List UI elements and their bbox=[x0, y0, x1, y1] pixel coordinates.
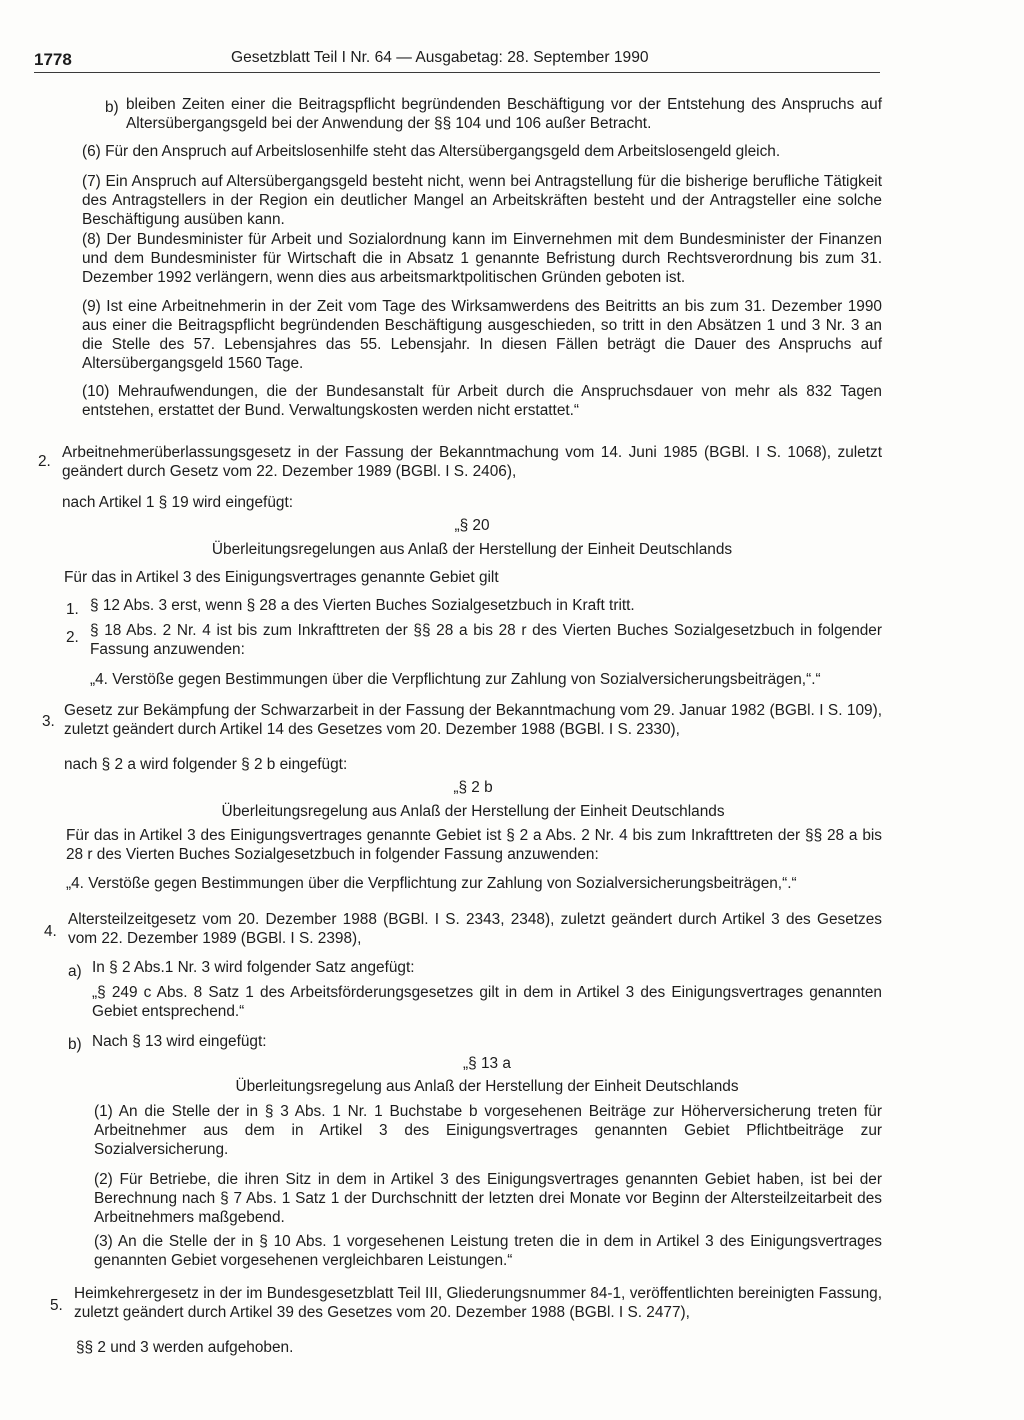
item-4-subsection-1: (1) An die Stelle der in § 3 Abs. 1 Nr. 1 Buchstabe b vorgesehenen Beiträge zur Höherversicherung treten für Arbeitnehmer aus dem in Artikel 3 des Einigungsvertrages genannten Gebiet Pflichtbeiträge zur Sozialversicherung. bbox=[94, 1103, 882, 1158]
item-4-a-text: In § 2 Abs.1 Nr. 3 wird folgender Satz angefügt: bbox=[92, 959, 415, 976]
item-4-subsection-3: (3) An die Stelle der in § 10 Abs. 1 vorgesehenen Leistung treten die in dem in Artikel 3 des Einigungsvertrages genannten Gebiet vorgesehenen vergleichbaren Leistungen.“ bbox=[94, 1233, 882, 1269]
paragraph-7: (7) Ein Anspruch auf Altersübergangsgeld besteht nicht, wenn bei Antragstellung für die bisherige berufliche Tätigkeit des Antragstellers in der Region ein deutlicher Mangel an Arbeitskräften besteht und der Antragsteller eine solche Beschäftigung ausüben kann. bbox=[82, 173, 882, 228]
item-3-intro: Gesetz zur Bekämpfung der Schwarzarbeit in der Fassung der Bekanntmachung vom 29. Januar 1982 (BGBl. I S. 109), zuletzt geändert durch Artikel 14 des Gesetzes vom 20. Dezember 1988 (BGBl. I S. 2330), bbox=[64, 702, 882, 738]
page-header bbox=[34, 46, 880, 73]
item-2-entry-1: § 12 Abs. 3 erst, wenn § 28 a des Vierten Buches Sozialgesetzbuch in Kraft tritt. bbox=[90, 597, 635, 614]
item-2-lead: Für das in Artikel 3 des Einigungsvertrages genannte Gebiet gilt bbox=[64, 569, 499, 586]
item-number-3: 3. bbox=[42, 713, 55, 730]
paragraph-8: (8) Der Bundesminister für Arbeit und Sozialordnung kann im Einvernehmen mit dem Bundesminister der Finanzen und dem Bundesminister für Wirtschaft die in Absatz 1 genannte Befristung durch Rechtsverordnung bis zum 31. Dezember 1992 verlängern, wenn dies aus arbeitsmarktpolitischen Gründen geboten ist. bbox=[82, 231, 882, 286]
item-4-a-quote: „§ 249 c Abs. 8 Satz 1 des Arbeitsförderungsgesetzes gilt in dem in Artikel 3 des Einigungsvertrages genannten Gebiet entsprechend.“ bbox=[92, 984, 882, 1020]
paragraph-9: (9) Ist eine Arbeitnehmerin in der Zeit vom Tage des Wirksamwerdens des Beitritts an bis zum 31. Dezember 1990 aus einer die Beitragspflicht begründenden Beschäftigung ausgeschieden, so tritt in den Absätzen 1 und 3 Nr. 3 an die Stelle des 57. Lebensjahres das 55. Lebensjahr. In diesen Fällen beträgt die Dauer des Anspruchs auf Altersübergangsgeld 1560 Tage. bbox=[82, 298, 882, 372]
item-2-section-title: Überleitungsregelungen aus Anlaß der Herstellung der Einheit Deutschlands bbox=[211, 541, 733, 558]
item-4-intro: Altersteilzeitgesetz vom 20. Dezember 1988 (BGBl. I S. 2343, 2348), zuletzt geändert durch Artikel 3 des Gesetzes vom 22. Dezember 1989 (BGBl. I S. 2398), bbox=[68, 911, 882, 947]
item-2-entry-2: § 18 Abs. 2 Nr. 4 ist bis zum Inkrafttreten der §§ 28 a bis 28 r des Vierten Buches Sozialgesetzbuch in folgender Fassung anzuwenden: bbox=[90, 622, 882, 658]
item-4-section-title: Überleitungsregelung aus Anlaß der Herstellung der Einheit Deutschlands bbox=[235, 1078, 739, 1095]
item-2-entry-2-number: 2. bbox=[66, 629, 79, 646]
item-3-quote: „4. Verstöße gegen Bestimmungen über die Verpflichtung zur Zahlung von Sozialversicherungsbeiträgen,“.“ bbox=[66, 875, 797, 892]
item-4-b-marker: b) bbox=[68, 1036, 82, 1053]
paragraph-10: (10) Mehraufwendungen, die der Bundesanstalt für Arbeit durch die Anspruchsdauer von mehr als 832 Tagen entstehen, erstattet der Bund. Verwaltungskosten werden nicht erstattet.“ bbox=[82, 383, 882, 419]
item-3-section-title: Überleitungsregelung aus Anlaß der Herstellung der Einheit Deutschlands bbox=[221, 803, 725, 820]
page-number: 1778 bbox=[34, 50, 72, 69]
item-3-body: Für das in Artikel 3 des Einigungsvertrages genannte Gebiet ist § 2 a Abs. 2 Nr. 4 bis zum Inkrafttreten der §§ 28 a bis 28 r des Vierten Buches Sozialgesetzbuch in folgender Fassung anzuwenden: bbox=[66, 827, 882, 863]
item-number-2: 2. bbox=[38, 453, 51, 470]
running-head: Gesetzblatt Teil I Nr. 64 — Ausgabetag: 28. September 1990 bbox=[231, 49, 649, 66]
item-3-section-heading: „§ 2 b bbox=[453, 779, 493, 796]
item-2-entry-1-number: 1. bbox=[66, 601, 79, 618]
item-4-a-marker: a) bbox=[68, 963, 82, 980]
item-4-section-heading: „§ 13 a bbox=[463, 1055, 511, 1072]
item-2-quote: „4. Verstöße gegen Bestimmungen über die Verpflichtung zur Zahlung von Sozialversicherungsbeiträgen,“.“ bbox=[90, 671, 821, 688]
item-5-intro: Heimkehrergesetz in der im Bundesgesetzblatt Teil III, Gliederungsnummer 84-1, veröffentlichten bereinigten Fassung, zuletzt geändert durch Artikel 39 des Gesetzes vom 20. Dezember 1988 (BGBl. I S. 2477), bbox=[74, 1285, 882, 1321]
continuation-b-text: bleiben Zeiten einer die Beitragspflicht begründenden Beschäftigung vor der Entstehung des Anspruchs auf Altersübergangsgeld bei der Anwendung der §§ 104 und 106 außer Betracht. bbox=[126, 96, 882, 132]
item-2-intro: Arbeitnehmerüberlassungsgesetz in der Fassung der Bekanntmachung vom 14. Juni 1985 (BGBl. I S. 1068), zuletzt geändert durch Gesetz vom 22. Dezember 1989 (BGBl. I S. 2406), bbox=[62, 444, 882, 480]
item-number-5: 5. bbox=[50, 1297, 63, 1314]
item-4-subsection-2: (2) Für Betriebe, die ihren Sitz in dem in Artikel 3 des Einigungsvertrages genannten Gebiet haben, ist bei der Berechnung nach § 7 Abs. 1 Satz 1 der Durchschnitt der letzten drei Monate vor Beginn der Altersteilzeitarbeit des Arbeitnehmers maßgebend. bbox=[94, 1171, 882, 1226]
paragraph-6: (6) Für den Anspruch auf Arbeitslosenhilfe steht das Altersübergangsgeld dem Arbeitslosengeld gleich. bbox=[82, 143, 781, 160]
item-number-4: 4. bbox=[44, 923, 57, 940]
item-4-b-text: Nach § 13 wird eingefügt: bbox=[92, 1033, 267, 1050]
item-2-section-heading: „§ 20 bbox=[454, 517, 490, 534]
item-marker-b: b) bbox=[105, 99, 119, 116]
item-2-instruction: nach Artikel 1 § 19 wird eingefügt: bbox=[62, 494, 294, 511]
item-5-instruction: §§ 2 und 3 werden aufgehoben. bbox=[76, 1339, 294, 1356]
item-3-instruction: nach § 2 a wird folgender § 2 b eingefügt: bbox=[64, 756, 348, 773]
